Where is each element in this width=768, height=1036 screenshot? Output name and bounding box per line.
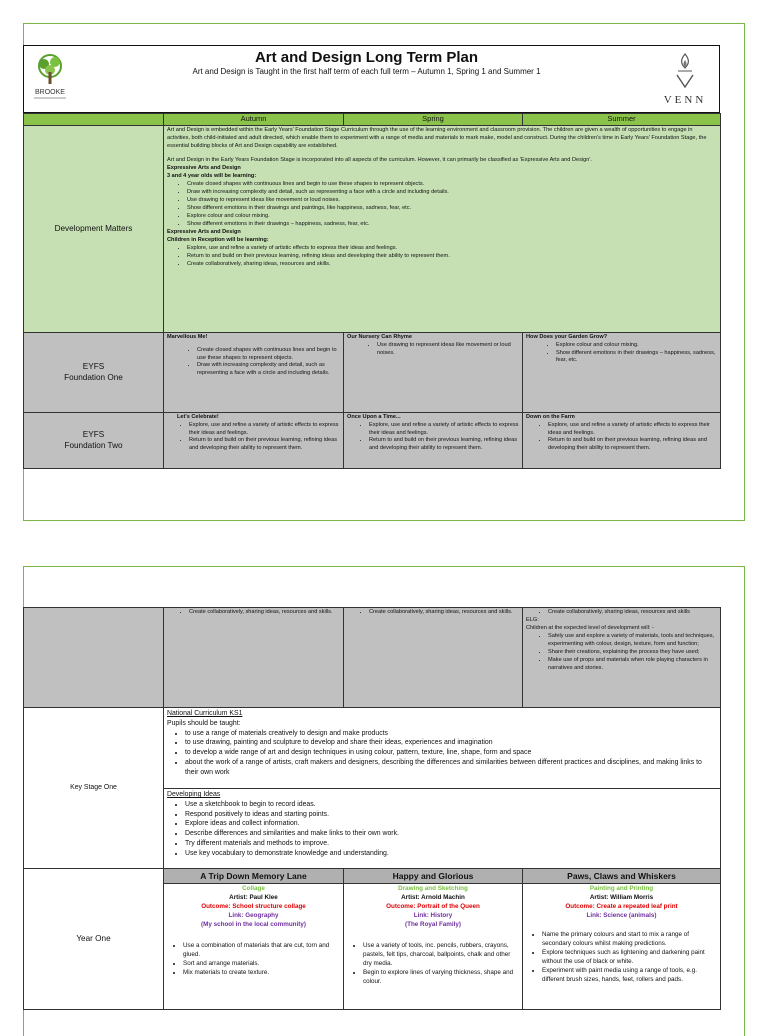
venn-text: VENN bbox=[663, 94, 707, 106]
list-item: • Explore colour and colour mixing. bbox=[556, 342, 717, 350]
list-item: • Begin to explore lines of varying thickness, shape and colour. bbox=[363, 969, 519, 987]
school-logo bbox=[30, 52, 70, 104]
list-item: • Show different emotions in their drawings and paintings, like happiness, sadness, fear, etc. bbox=[187, 205, 717, 213]
list-item: • Experiment with paint media using a range of tools, e.g. different brush sizes, hands, feet, rollers and pads. bbox=[542, 967, 717, 985]
col-spring: Spring bbox=[344, 114, 523, 126]
list-item: • Explore, use and refine a variety of artistic effects to express their ideas and feelings. bbox=[187, 245, 717, 253]
eyfs1-autumn: Marvellous Me! • Create closed shapes with continuous lines and begin to use these shapes to represent objects. • Draw with increasing complexity and detail, such as representing a face with a circle and including details. bbox=[164, 332, 344, 412]
dev-heading-2: Expressive Arts and Design bbox=[167, 228, 241, 235]
list-item: • Explore ideas and collect information. bbox=[185, 819, 717, 829]
list-item: • Use a sketchbook to begin to record ideas. bbox=[185, 800, 717, 810]
list-item: • Return to and build on their previous learning, refining ideas and developing their ability to represent them. bbox=[548, 437, 717, 453]
cont-autumn bbox=[164, 608, 344, 708]
list-item: • Show different emotions in their drawings – happiness, sadness, fear, etc. bbox=[187, 221, 717, 229]
list-item: • Use drawing to represent ideas like movement or loud noises. bbox=[377, 342, 519, 358]
dev-subheading: 3 and 4 year olds will be learning: bbox=[167, 173, 257, 180]
dev-matters-content bbox=[164, 125, 721, 332]
dev-list-reception bbox=[167, 245, 717, 269]
list-item: • Name the primary colours and start to mix a range of secondary colours whilst making predictions. bbox=[542, 931, 717, 949]
row-label-eyfs-two: EYFS Foundation Two bbox=[24, 412, 164, 468]
dev-intro: Art and Design is embedded within the Early Years' Foundation Stage Curriculum through the use of the learning environment and classroom provision. The children are given a wealth of opportunities to engage in activities, both child-initiated and adult directed, which enable them to experiment with a range of media and materials to mark make, model and construct. During the children's time in Early Years' Foundation Stage, the essential building blocks of Art and Design capability are established. bbox=[167, 126, 707, 149]
list-item: • Describe differences and similarities and make links to their own work. bbox=[185, 829, 717, 839]
svg-text:BROOKE: BROOKE bbox=[35, 89, 65, 96]
list-item: • Use a variety of tools, inc. pencils, rubbers, crayons, pastels, felt tips, charcoal, ballpoints, chalk and other dry media. bbox=[363, 942, 519, 969]
list-item: • Use drawing to represent ideas like movement or loud noises. bbox=[187, 197, 717, 205]
list-item: • Return to and build on their previous learning, refining ideas and developing their ability to represent them. bbox=[189, 437, 340, 453]
row-label-ks1: Key Stage One bbox=[24, 708, 164, 869]
plan-header bbox=[23, 45, 720, 113]
page-title: Art and Design Long Term Plan bbox=[254, 49, 479, 66]
list-item: • Create collaboratively, sharing ideas, resources and skills. bbox=[189, 609, 340, 617]
col-autumn: Autumn bbox=[164, 114, 344, 126]
list-item: • Create collaboratively, sharing ideas, resources and skills. bbox=[369, 609, 519, 617]
list-item: • Explore, use and refine a variety of artistic effects to express their ideas and feelings. bbox=[369, 422, 519, 438]
list-item: • Use a combination of materials that are cut, torn and glued. bbox=[183, 942, 340, 960]
list-item: • Explore techniques such as lightening and darkening paint without the use of black or white. bbox=[542, 949, 717, 967]
venn-logo bbox=[655, 50, 715, 108]
list-item: • Create closed shapes with continuous lines and begin to use these shapes to represent objects. bbox=[197, 347, 340, 363]
eyfs1-summer: How Does your Garden Grow? • Explore colour and colour mixing. • Show different emotions in their drawings – happiness, sadness, fear, etc. bbox=[523, 332, 721, 412]
list-item: • Create collaboratively, sharing ideas, resources and skills bbox=[548, 609, 717, 617]
list-item: • Explore colour and colour mixing. bbox=[187, 213, 717, 221]
y1-summer: Painting and Printing Artist: William Morris Outcome: Create a repeated leaf print Link: Science (animals) • Name the primary colours and start to mix a range of secondary colours whilst making predictions. • Explore techniques such as lightening and darkening paint without the use of black or white. • Experiment with paint media using a range of tools, e.g. different brush sizes, hands, feet, rollers and pads. bbox=[523, 884, 721, 1010]
col-summer: Summer bbox=[523, 114, 721, 126]
page-subtitle: Art and Design is Taught in the first half term of each full term – Autumn 1, Spring 1 and Summer 1 bbox=[192, 67, 541, 76]
list-item: • Return to and build on their previous learning, refining ideas and developing their ability to represent them. bbox=[187, 253, 717, 261]
list-item: • Show different emotions in their drawings – happiness, sadness, fear, etc. bbox=[556, 350, 717, 366]
list-item: • Explore, use and refine a variety of artistic effects to express their ideas and feelings. bbox=[189, 422, 340, 438]
row-label-dev-matters: Development Matters bbox=[24, 125, 164, 332]
list-item: • Create collaboratively, sharing ideas, resources and skills. bbox=[187, 261, 717, 269]
dev-list-nursery bbox=[167, 181, 717, 229]
y1-autumn: Collage Artist: Paul Klee Outcome: School structure collage Link: Geography (My school in the local community) • Use a combination of materials that are cut, torn and glued. • Sort and arrange materials. • Mix materials to create texture. bbox=[164, 884, 344, 1010]
list-item: • Mix materials to create texture. bbox=[183, 969, 340, 978]
list-item: • Draw with increasing complexity and detail, such as representing a face with a circle and including details. bbox=[187, 189, 717, 197]
list-item: • Return to and build on their previous learning, refining ideas and developing their ability to represent them. bbox=[369, 437, 519, 453]
list-item: • to develop a wide range of art and design techniques in using colour, pattern, texture, line, shape, form and space bbox=[185, 748, 717, 758]
list-item: • Use key vocabulary to demonstrate knowledge and understanding. bbox=[185, 849, 717, 859]
list-item: • Draw with increasing complexity and detail, such as representing a face with a circle and including details. bbox=[197, 362, 340, 378]
list-item: • Share their creations, explaining the process they have used; bbox=[548, 649, 717, 657]
blank-header-cell bbox=[24, 114, 164, 126]
y1-summer-title: Paws, Claws and Whiskers bbox=[523, 869, 721, 884]
list-item: • Create closed shapes with continuous lines and begin to use these shapes to represent objects. bbox=[187, 181, 717, 189]
eyfs2-spring: Once Upon a Time... • Explore, use and refine a variety of artistic effects to express their ideas and feelings. • Return to and build on their previous learning, refining ideas and developing their ability to represent them. bbox=[344, 412, 523, 468]
list-item: • Explore, use and refine a variety of artistic effects to express their ideas and feelings. bbox=[548, 422, 717, 438]
flame-icon bbox=[670, 50, 700, 90]
row-label-eyfs-one: EYFS Foundation One bbox=[24, 332, 164, 412]
y1-spring-title: Happy and Glorious bbox=[344, 869, 523, 884]
list-item: • Safely use and explore a variety of materials, tools and techniques, experimenting with colour, design, texture, form and function; bbox=[548, 633, 717, 649]
y1-autumn-title: A Trip Down Memory Lane bbox=[164, 869, 344, 884]
eyfs-table bbox=[23, 113, 721, 469]
eyfs2-autumn: Let's Celebrate! • Explore, use and refine a variety of artistic effects to express their ideas and feelings. • Return to and build on their previous learning, refining ideas and developing their ability to represent them. bbox=[164, 412, 344, 468]
ks1-national-curriculum: National Curriculum KS1 Pupils should be taught: • to use a range of materials creatively to design and make products • to use drawing, painting and sculpture to develop and share their ideas, experiences and imagination • to develop a wide range of art and design techniques in using colour, pattern, texture, line, shape, form and space • about the work of a range of artists, craft makers and designers, describing the differences and similarities between different practices and disciplines, and making links to their own work bbox=[164, 708, 721, 789]
list-item: • about the work of a range of artists, craft makers and designers, describing the differences and similarities between different practices and disciplines, and making links to their own work bbox=[185, 758, 717, 778]
list-item: • Sort and arrange materials. bbox=[183, 960, 340, 969]
cont-label-cell bbox=[24, 608, 164, 708]
dev-heading: Expressive Arts and Design bbox=[167, 165, 241, 172]
row-label-year-one: Year One bbox=[24, 869, 164, 1010]
cont-spring bbox=[344, 608, 523, 708]
list-item: • Try different materials and methods to improve. bbox=[185, 839, 717, 849]
list-item: • to use drawing, painting and sculpture to develop and share their ideas, experiences and imagination bbox=[185, 738, 717, 748]
continuation-table bbox=[23, 607, 721, 1010]
list-item: • Make use of props and materials when role playing characters in narratives and stories. bbox=[548, 657, 717, 673]
ks1-developing-ideas: Developing Ideas • Use a sketchbook to begin to record ideas. • Respond positively to ideas and starting points. • Explore ideas and collect information. • Describe differences and similarities and make links to their own work. • Try different materials and methods to improve. • Use key vocabulary to demonstrate knowledge and understanding. bbox=[164, 789, 721, 869]
cont-summer: • Create collaboratively, sharing ideas, resources and skills ELG: Children at the expected level of development will: - • Safely use and explore a variety of materials, tools and techniques, experimenting with colour, design, texture, form and function; • Share their creations, explaining the process they have used; • Make use of props and materials when role playing characters in narratives and stories. bbox=[523, 608, 721, 708]
eyfs1-spring: Our Nursery Can Rhyme • Use drawing to represent ideas like movement or loud noises. bbox=[344, 332, 523, 412]
eyfs2-summer: Down on the Farm • Explore, use and refine a variety of artistic effects to express their ideas and feelings. • Return to and build on their previous learning, refining ideas and developing their ability to represent them. bbox=[523, 412, 721, 468]
list-item: • Respond positively to ideas and starting points. bbox=[185, 810, 717, 820]
y1-spring: Drawing and Sketching Artist: Arnold Machin Outcome: Portrait of the Queen Link: History (The Royal Family) • Use a variety of tools, inc. pencils, rubbers, crayons, pastels, felt tips, charcoal, ballpoints, chalk and other dry media. • Begin to explore lines of varying thickness, shape and colour. bbox=[344, 884, 523, 1010]
dev-para2: Art and Design in the Early Years Foundation Stage is incorporated into all aspects of the curriculum. However, it can primarily be classified as 'Expressive Arts and Design'. bbox=[167, 157, 592, 164]
dev-subheading-2: Children in Reception will be learning: bbox=[167, 236, 269, 243]
list-item: • to use a range of materials creatively to design and make products bbox=[185, 729, 717, 739]
